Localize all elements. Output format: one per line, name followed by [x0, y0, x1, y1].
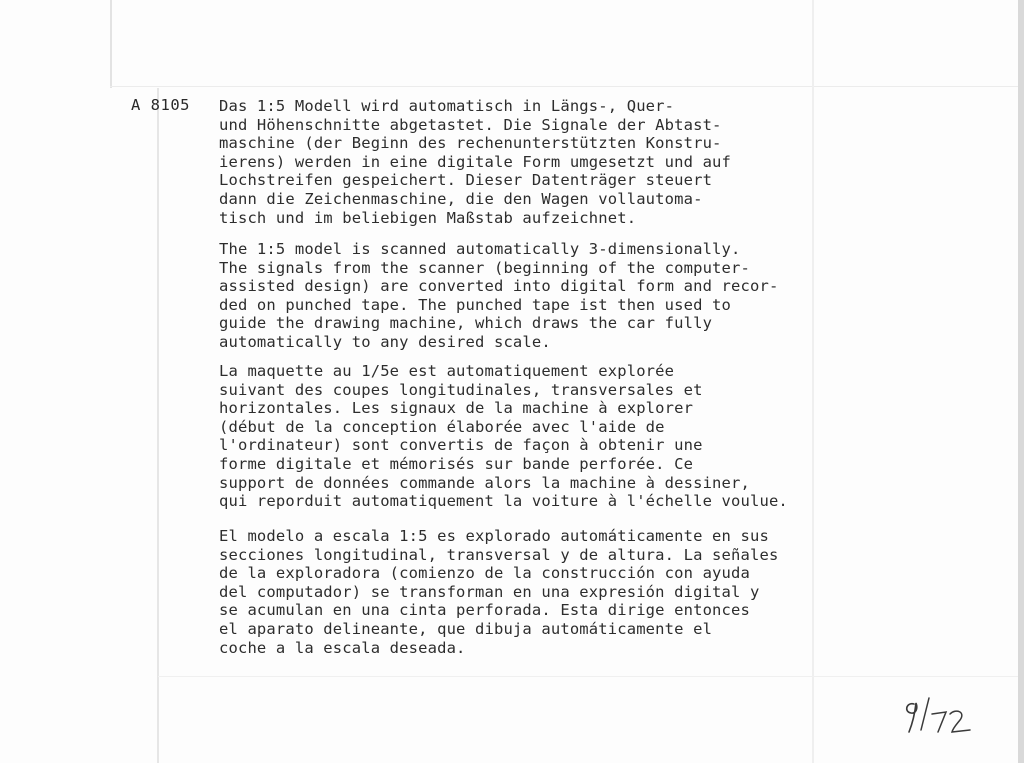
text-line: ierens) werden in eine digitale Form umgesetzt und auf [219, 152, 732, 171]
text-line: del computador) se transforman en una expresión digital y [219, 582, 760, 601]
text-line: support de données commande alors la machine à dessiner, [219, 473, 750, 492]
text-line: El modelo a escala 1:5 es explorado automáticamente en sus [219, 527, 769, 545]
text-line: dann die Zeichenmaschine, die den Wagen vollautoma- [219, 189, 703, 208]
text-line: automatically to any desired scale. [219, 332, 551, 351]
text-line: ded on punched tape. The punched tape ist then used to [219, 295, 732, 314]
text-line: maschine (der Beginn des rechenunterstützten Konstru- [219, 134, 722, 153]
text-line: und Höhenschnitte abgetastet. Die Signale der Abtast- [219, 115, 722, 134]
text-line: (début de la conception élaborée avec l'aide de [219, 417, 665, 436]
text-line: forme digitale et mémorisés sur bande perforée. Ce [219, 454, 694, 473]
fold-line [157, 88, 159, 763]
text-line: tisch und im beliebigen Maßstab aufzeichnet. [219, 208, 637, 227]
fold-line [158, 676, 1024, 677]
paragraph-french [219, 362, 919, 511]
text-line: Das 1:5 Modell wird automatisch in Längs-, Quer- [219, 97, 675, 115]
page-edge [1018, 0, 1024, 763]
text-line: guide the drawing machine, which draws the car fully [219, 314, 713, 333]
text-line: qui reporduit automatiquement la voiture à l'échelle voulue. [219, 492, 788, 511]
handwritten-note [898, 690, 978, 738]
text-line: se acumulan en una cinta perforada. Esta dirige entonces [219, 601, 750, 620]
text-line: La maquette au 1/5e est automatiquement explorée [219, 362, 675, 380]
text-line: coche a la escala deseada. [219, 638, 466, 657]
paragraph-english [219, 240, 919, 352]
text-line: The signals from the scanner (beginning of the computer- [219, 258, 750, 277]
text-line: el aparato delineante, que dibuja automáticamente el [219, 619, 713, 638]
text-line: assisted design) are converted into digital form and recor- [219, 277, 779, 296]
text-line: secciones longitudinal, transversal y de altura. La señales [219, 545, 779, 564]
fold-line [110, 86, 1024, 87]
text-line: Lochstreifen gespeichert. Dieser Datenträger steuert [219, 171, 713, 190]
text-line: horizontales. Les signaux de la machine à explorer [219, 399, 694, 418]
paragraph-spanish [219, 527, 919, 657]
fold-line [110, 0, 112, 88]
text-line: l'ordinateur) sont convertis de façon à obtenir une [219, 436, 703, 455]
text-line: suivant des coupes longitudinales, transversales et [219, 380, 703, 399]
paragraph-german [219, 97, 919, 227]
text-line: de la exploradora (comienzo de la construcción con ayuda [219, 564, 750, 583]
reference-number: A 8105 [131, 96, 190, 114]
text-line: The 1:5 model is scanned automatically 3-dimensionally. [219, 240, 741, 258]
